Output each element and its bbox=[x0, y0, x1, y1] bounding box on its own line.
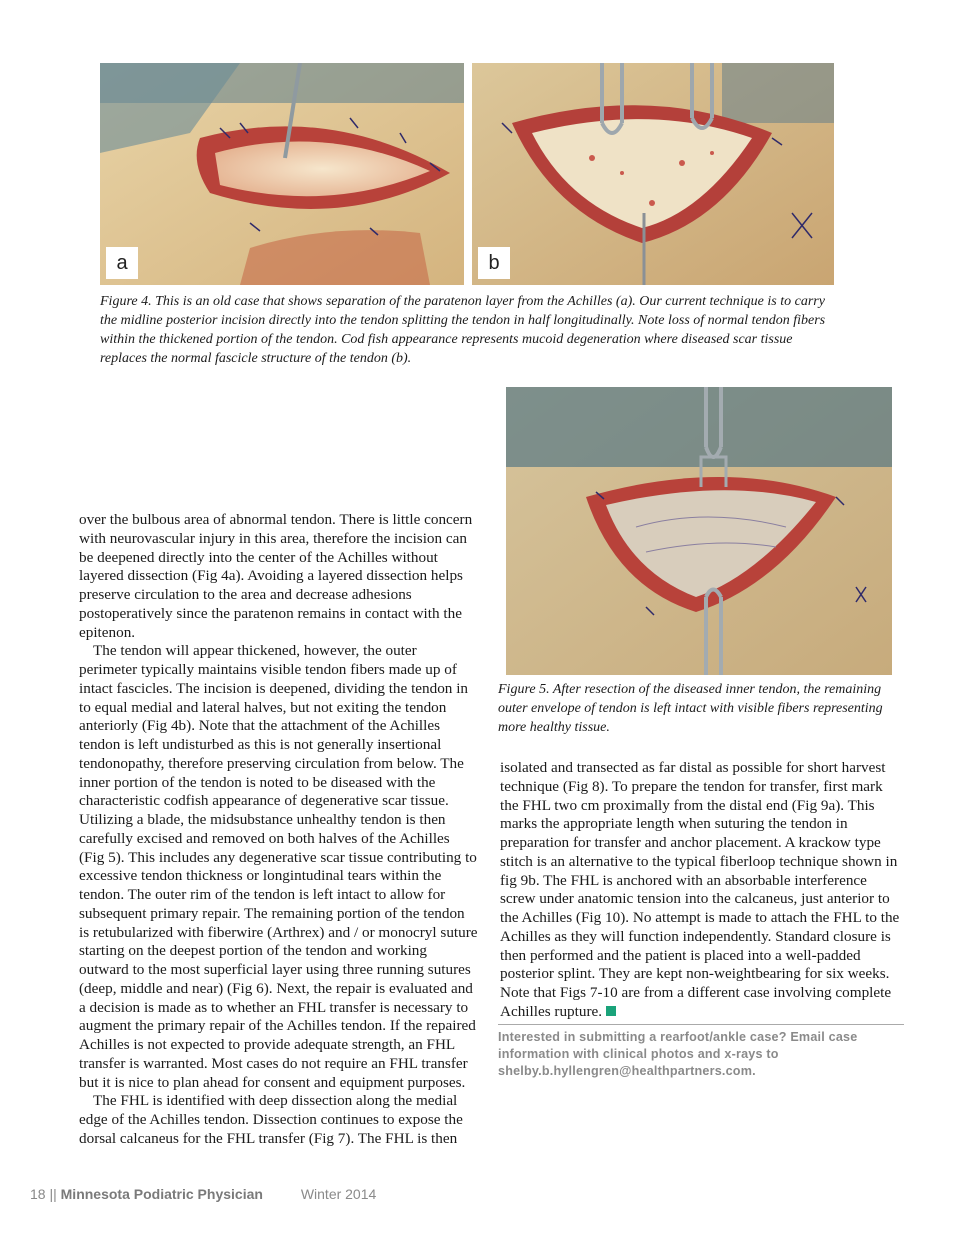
right-paragraph-text: isolated and transected as far distal as possible for short harvest technique (Fig 8). To prepare the tendon for transfer, first mark the FHL two cm proximally from the distal end (Fig 9a). This marks the appropriate length when suturing the tendon in preparation for transfer and anchor placement. A krackow type stitch is an alternative to the typical fiberloop technique shown in fig 9b. The FHL is anchored with an absorbable interference screw under anatomic tension into the calcaneus, just anterior to the Achilles (Fig 10). No attempt is made to attach the FHL to the Achilles as they will function independently. Standard closure is then performed and the patient is placed into a well-padded posterior splint. They are kept non-weightbearing for six weeks. Note that Figs 7-10 are from a different case involving complete Achilles rupture. bbox=[500, 759, 900, 1020]
publication-name: Minnesota Podiatric Physician bbox=[60, 1186, 263, 1202]
end-of-article-icon bbox=[606, 1006, 616, 1016]
figure-4-caption: Figure 4. This is an old case that shows separation of the paratenon layer from the Achilles (a). Our current technique is to carry the midline posterior incision directly into the tendon splitting the tendon in half longitudinally. Note loss of normal tendon fibers within the thickened portion of the tendon. Cod fish appearance represents mucoid degeneration where diseased scar tissue replaces the normal fascicle structure of the tendon (b). bbox=[100, 294, 826, 366]
submit-case-note bbox=[498, 1024, 904, 1080]
figure-4b-photo bbox=[472, 63, 834, 285]
footer-separator: || bbox=[49, 1186, 57, 1202]
left-column bbox=[79, 511, 478, 1149]
issue-date: Winter 2014 bbox=[300, 1186, 377, 1202]
figure-5-photo bbox=[506, 387, 892, 675]
right-column bbox=[500, 759, 905, 1022]
figure-5-caption: Figure 5. After resection of the diseased inner tendon, the remaining outer envelope of tendon is left intact with visible fibers representing more healthy tissue. bbox=[498, 682, 883, 735]
left-paragraph-3: The FHL is identified with deep dissection along the medial edge of the Achilles tendon. Dissection continues to expose the dorsal calcaneus for the FHL transfer (Fig 7). The FHL is then bbox=[79, 1092, 463, 1147]
left-paragraph-2: The tendon will appear thickened, however, the outer perimeter typically maintains visible tendon fibers made up of intact fascicles. The incision is deepened, dividing the tendon in to equal medial and lateral halves, but not exiting the tendon anteriorly (Fig 4b). Note that the attachment of the Achilles tendon is left undisturbed as this is not generally insertional tendonopathy, therefore preserving circulation from below. The inner portion of the tendon is noted to be diseased with the characteristic codfish appearance of degenerative scar tissue. Utilizing a blade, the midsubstance unhealthy tendon is then carefully excised and removed on both halves of the Achilles (Fig 5). This includes any degenerative scar tissue contributing to excessive tendon thickness or longintudinal tears within the tendon. The outer rim of the tendon is left intact to allow for subsequent primary repair. The remaining portion of the tendon is retubularized with fiberwire (Arthrex) and / or monocryl suture starting on the deepest portion of the tendon and working outward to the most superficial layer using three running sutures (deep, middle and near) (Fig 6). Next, the repair is evaluated and a decision is made as to whether an FHL transfer is necessary to augment the primary repair of the Achilles tendon. If the repaired Achilles is not expected to provide adequate strength, an FHL transfer is warranted. Most cases do not require an FHL transfer but it is nice to plan ahead for consent and equipment purposes. bbox=[79, 642, 478, 1091]
page-footer bbox=[30, 1186, 376, 1202]
submit-case-text: Interested in submitting a rearfoot/ankle case? Email case information with clinical photos and x-rays to shelby.b.hyllengren@healthpartners.com. bbox=[498, 1030, 858, 1078]
figure-4b-label: b bbox=[478, 247, 510, 279]
figure-4a-label: a bbox=[106, 247, 138, 279]
figure-4a-photo bbox=[100, 63, 464, 285]
right-paragraph bbox=[500, 759, 905, 1022]
page-number: 18 bbox=[30, 1186, 46, 1202]
left-paragraph-1: over the bulbous area of abnormal tendon. There is little concern with neurovascular injury in this area, therefore the incision can be deepened directly into the center of the Achilles without layered dissection (Fig 4a). Avoiding a layered dissection helps preserve circulation to the area and decrease adhesions postoperatively since the paratenon remains in contact with the epitenon. bbox=[79, 511, 473, 641]
